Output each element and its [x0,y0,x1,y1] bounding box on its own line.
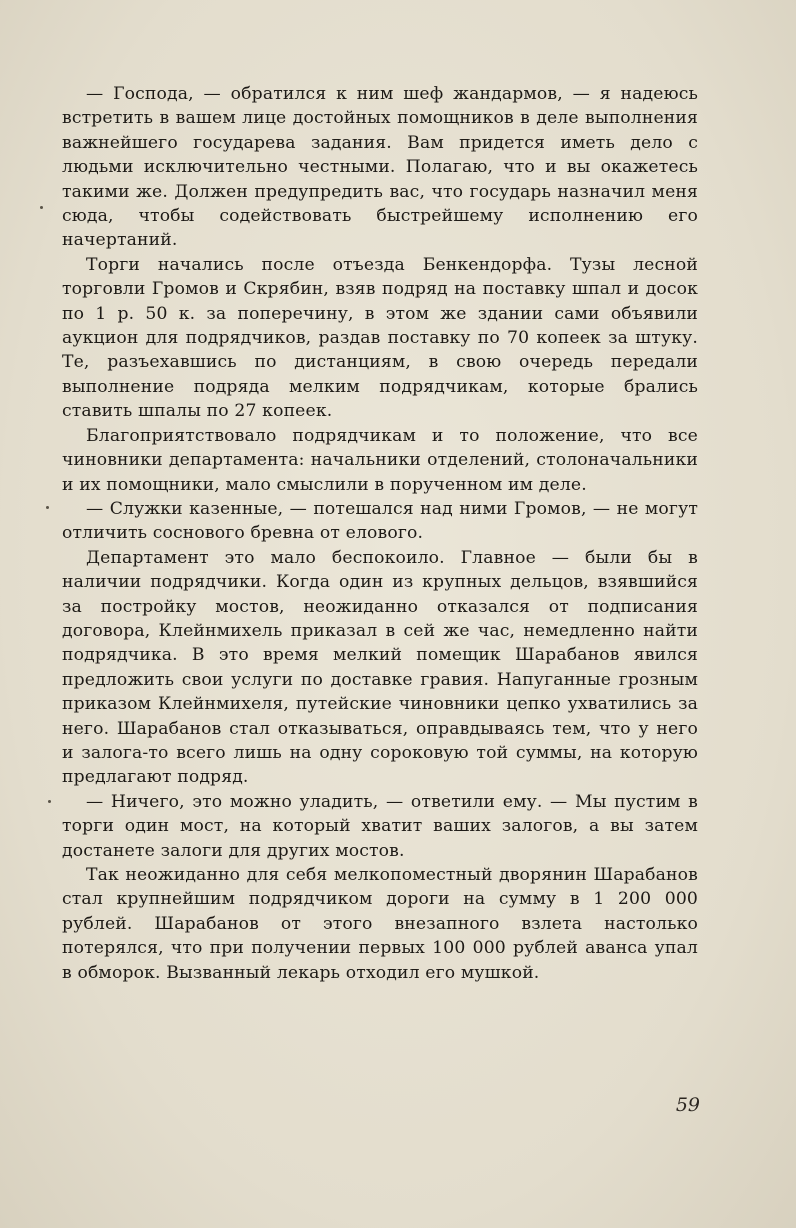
paragraph: Так неожиданно для себя мелкопоместный дворянин Шарабанов стал крупнейшим подрядчиком дороги на сумму в 1 200 000 рублей. Шарабанов от этого внезапного взлета настолько потерялся, что при получении первых 100 000 рублей аванса упал в обморок. Вызванный лекарь отходил его мушкой. [62,865,698,983]
body-text [62,82,698,985]
paragraph: Департамент это мало беспокоило. Главное — были бы в наличии подрядчики. Когда один из крупных дельцов, взявшийся за постройку мостов, неожиданно отказался от подписания договора, Клейнмихель приказал в сей же час, немедленно найти подрядчика. В это время мелкий помещик Шарабанов явился предложить свои услуги по доставке гравия. Напуганные грозным приказом Клейнмихеля, путейские чиновники цепко ухватились за него. Шарабанов стал отказываться, оправдываясь тем, что у него и залога-то всего лишь на одну сороковую той суммы, на которую предлагают подряд. [62,547,698,788]
print-speck [48,800,51,803]
paragraph: Благоприятствовало подрядчикам и то положение, что все чиновники департамента: начальники отделений, столоначальники и их помощники, мало смыслили в порученном им деле. [62,425,698,495]
paragraph: — Ничего, это можно уладить, — ответили ему. — Мы пустим в торги один мост, на который хватит ваших залогов, а вы затем достанете залоги для других мостов. [62,791,698,861]
page-number: 59 [675,1094,700,1116]
paragraph: — Господа, — обратился к ним шеф жандармов, — я надеюсь встретить в вашем лице достойных помощников в деле выполнения важнейшего государева задания. Вам придется иметь дело с людьми исключительно честными. Полагаю, что и вы окажетесь такими же. Должен предупредить вас, что государь назначил меня сюда, чтобы содействовать быстрейшему исполнению его начертаний. [62,84,698,251]
print-speck [46,506,49,509]
paragraph: — Служки казенные, — потешался над ними Громов, — не могут отличить соснового бревна от елового. [62,498,698,544]
paragraph: Торги начались после отъезда Бенкендорфа. Тузы лесной торговли Громов и Скрябин, взяв подряд на поставку шпал и досок по 1 р. 50 к. за поперечину, в этом же здании сами объявили аукцион для подрядчиков, раздав поставку по 70 копеек за штуку. Те, разъехавшись по дистанциям, в свою очередь передали выполнение подряда мелким подрядчикам, которые брались ставить шпалы по 27 копеек. [62,254,698,422]
print-speck [40,206,43,209]
